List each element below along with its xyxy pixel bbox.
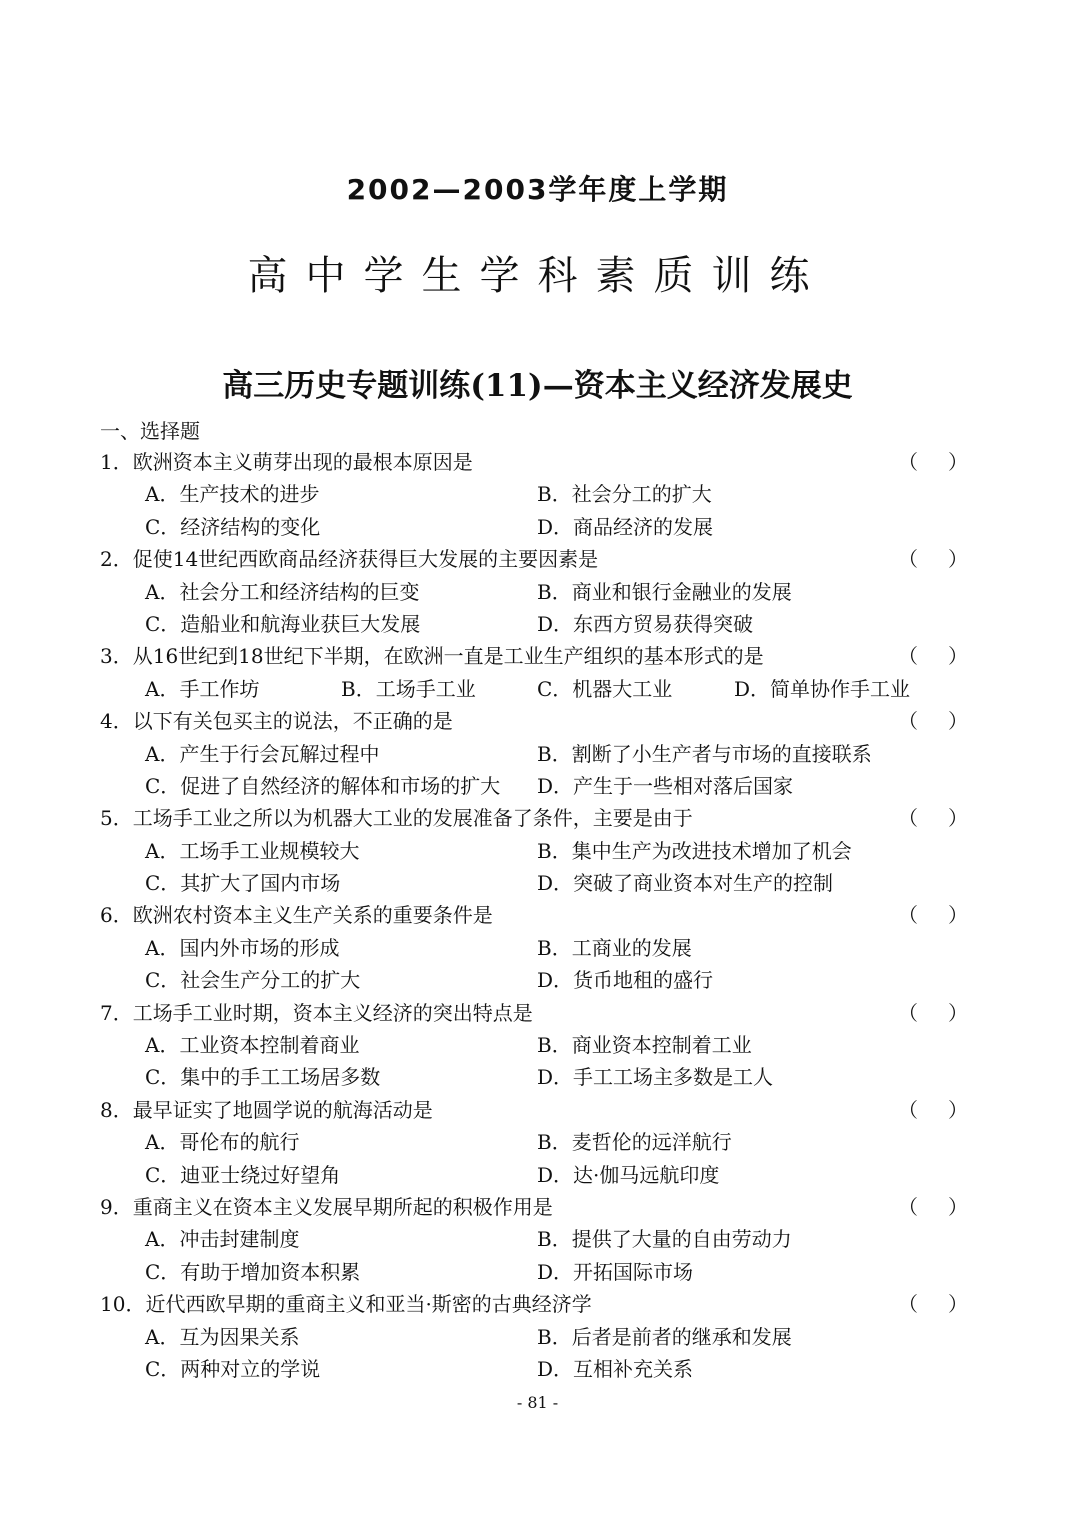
option-b: B．商业资本控制着工业 — [537, 1033, 752, 1058]
options-row — [0, 478, 1075, 510]
paren-close: ） — [948, 1000, 968, 1025]
option-a: A．生产技术的进步 — [145, 482, 320, 507]
question-number: 8． — [100, 1097, 133, 1122]
option-b: B．后者是前者的继承和发展 — [537, 1324, 792, 1349]
paren-open: （ — [898, 903, 918, 928]
option-a: A．工场手工业规模较大 — [145, 838, 360, 863]
question-body: 重商主义在资本主义发展早期所起的积极作用是 — [132, 1194, 553, 1219]
answer-parentheses — [898, 446, 968, 478]
answer-parentheses — [898, 997, 968, 1029]
question-number: 6． — [100, 903, 133, 928]
question-stem — [0, 1288, 1075, 1320]
question-number: 9． — [100, 1194, 133, 1219]
option-b: B．工商业的发展 — [537, 935, 692, 960]
year-title: 2002—2003学年度上学期 — [346, 173, 729, 206]
option-d: D．开拓国际市场 — [537, 1259, 694, 1284]
options-row — [0, 1256, 1075, 1288]
option-a: A．互为因果关系 — [145, 1324, 300, 1349]
page-number: - 81 - — [516, 1393, 559, 1412]
question-number: 1． — [100, 450, 133, 474]
question-text — [100, 802, 693, 834]
section-heading: 一、选择题 — [100, 419, 200, 443]
paren-open: （ — [898, 450, 918, 474]
option-d: D．手工工场主多数是工人 — [537, 1065, 774, 1090]
paren-open: （ — [898, 1097, 918, 1122]
options-row — [0, 576, 1075, 608]
option-d: D．货币地租的盛行 — [537, 968, 714, 993]
option-c: C．有助于增加资本积累 — [145, 1259, 361, 1284]
question-stem — [0, 640, 1075, 672]
options-row — [0, 1126, 1075, 1158]
paren-close: ） — [948, 547, 968, 572]
paren-close: ） — [948, 709, 968, 734]
option-c: C．两种对立的学说 — [145, 1356, 321, 1381]
option-c: C．造船业和航海业获巨大发展 — [145, 611, 421, 636]
option-c: C．机器大工业 — [537, 676, 673, 701]
option-c: C．迪亚士绕过好望角 — [145, 1162, 341, 1187]
option-c: C．其扩大了国内市场 — [145, 871, 341, 896]
question-body: 欧洲资本主义萌芽出现的最根本原因是 — [132, 450, 473, 474]
option-b: B．集中生产为改进技术增加了机会 — [537, 838, 852, 863]
question-body: 欧洲农村资本主义生产关系的重要条件是 — [132, 903, 493, 928]
paren-open: （ — [898, 709, 918, 734]
options-row — [0, 867, 1075, 899]
paren-open: （ — [898, 1194, 918, 1219]
paren-open: （ — [898, 1292, 918, 1317]
question-list — [0, 446, 1075, 1385]
question-stem — [0, 899, 1075, 931]
question-body: 近代西欧早期的重商主义和亚当·斯密的古典经济学 — [145, 1292, 592, 1317]
question-body: 促使14世纪西欧商品经济获得巨大发展的主要因素是 — [132, 547, 599, 572]
option-b: B．商业和银行金融业的发展 — [537, 579, 792, 604]
options-row — [0, 770, 1075, 802]
options-row — [0, 1061, 1075, 1093]
question-text — [100, 446, 473, 478]
paren-close: ） — [948, 1194, 968, 1219]
option-b: B．割断了小生产者与市场的直接联系 — [537, 741, 872, 766]
option-d: D．产生于一些相对落后国家 — [537, 773, 794, 798]
question-number: 4． — [100, 709, 133, 734]
paren-open: （ — [898, 806, 918, 831]
question-stem — [0, 705, 1075, 737]
question-stem — [0, 446, 1075, 478]
program-title: 高中学生学科素质训练 — [247, 253, 828, 299]
question-stem — [0, 1094, 1075, 1126]
question-text — [100, 640, 764, 672]
question-body: 工场手工业时期，资本主义经济的突出特点是 — [132, 1000, 533, 1025]
options-row — [0, 608, 1075, 640]
option-a: A．产生于行会瓦解过程中 — [145, 741, 380, 766]
option-d: D．达·伽马远航印度 — [537, 1162, 720, 1187]
question-number: 7． — [100, 1000, 133, 1025]
paren-close: ） — [948, 806, 968, 831]
option-d: D．东西方贸易获得突破 — [537, 611, 754, 636]
question-stem — [0, 997, 1075, 1029]
option-c: C．集中的手工工场居多数 — [145, 1065, 381, 1090]
options-row — [0, 1321, 1075, 1353]
option-c: C．促进了自然经济的解体和市场的扩大 — [145, 773, 501, 798]
options-row — [0, 932, 1075, 964]
question-body: 以下有关包买主的说法，不正确的是 — [132, 709, 453, 734]
paren-close: ） — [948, 903, 968, 928]
question-text — [100, 997, 533, 1029]
question-stem — [0, 543, 1075, 575]
question-text — [100, 1094, 433, 1126]
paren-close: ） — [948, 1292, 968, 1317]
option-b: B．社会分工的扩大 — [537, 482, 712, 507]
question-number: 2． — [100, 547, 133, 572]
question-stem — [0, 802, 1075, 834]
question-text — [100, 705, 453, 737]
question-text — [100, 1191, 553, 1223]
option-a: A．国内外市场的形成 — [145, 935, 340, 960]
paren-close: ） — [948, 1097, 968, 1122]
answer-parentheses — [898, 1191, 968, 1223]
option-a: A．哥伦布的航行 — [145, 1130, 300, 1155]
paren-open: （ — [898, 644, 918, 669]
option-b: B．工场手工业 — [341, 676, 476, 701]
answer-parentheses — [898, 1288, 968, 1320]
answer-parentheses — [898, 705, 968, 737]
options-row — [0, 673, 1075, 705]
answer-parentheses — [898, 543, 968, 575]
option-d: D．简单协作手工业 — [734, 676, 911, 701]
options-row — [0, 1353, 1075, 1385]
answer-parentheses — [898, 640, 968, 672]
option-b: B．提供了大量的自由劳动力 — [537, 1227, 792, 1252]
option-c: C．社会生产分工的扩大 — [145, 968, 361, 993]
question-body: 工场手工业之所以为机器大工业的发展准备了条件，主要是由于 — [132, 806, 693, 831]
option-d: D．互相补充关系 — [537, 1356, 694, 1381]
question-text — [100, 543, 598, 575]
options-row — [0, 1159, 1075, 1191]
options-row — [0, 511, 1075, 543]
paren-open: （ — [898, 547, 918, 572]
option-a: A．手工作坊 — [145, 676, 260, 701]
option-b: B．麦哲伦的远洋航行 — [537, 1130, 732, 1155]
question-text — [100, 899, 493, 931]
options-row — [0, 1029, 1075, 1061]
question-body: 最早证实了地圆学说的航海活动是 — [132, 1097, 433, 1122]
question-number: 10． — [100, 1292, 146, 1317]
options-row — [0, 835, 1075, 867]
options-row — [0, 738, 1075, 770]
question-number: 3． — [100, 644, 133, 669]
option-a: A．工业资本控制着商业 — [145, 1033, 360, 1058]
question-stem — [0, 1191, 1075, 1223]
options-row — [0, 1223, 1075, 1255]
subject-title: 高三历史专题训练(11)—资本主义经济发展史 — [222, 368, 853, 404]
option-c: C．经济结构的变化 — [145, 514, 321, 539]
paren-open: （ — [898, 1000, 918, 1025]
paren-close: ） — [948, 644, 968, 669]
option-d: D．商品经济的发展 — [537, 514, 714, 539]
question-number: 5． — [100, 806, 133, 831]
paren-close: ） — [948, 450, 968, 474]
answer-parentheses — [898, 802, 968, 834]
answer-parentheses — [898, 899, 968, 931]
question-text — [100, 1288, 592, 1320]
option-a: A．社会分工和经济结构的巨变 — [145, 579, 420, 604]
option-d: D．突破了商业资本对生产的控制 — [537, 871, 834, 896]
options-row — [0, 964, 1075, 996]
option-a: A．冲击封建制度 — [145, 1227, 300, 1252]
question-body: 从16世纪到18世纪下半期，在欧洲一直是工业生产组织的基本形式的是 — [132, 644, 764, 669]
answer-parentheses — [898, 1094, 968, 1126]
